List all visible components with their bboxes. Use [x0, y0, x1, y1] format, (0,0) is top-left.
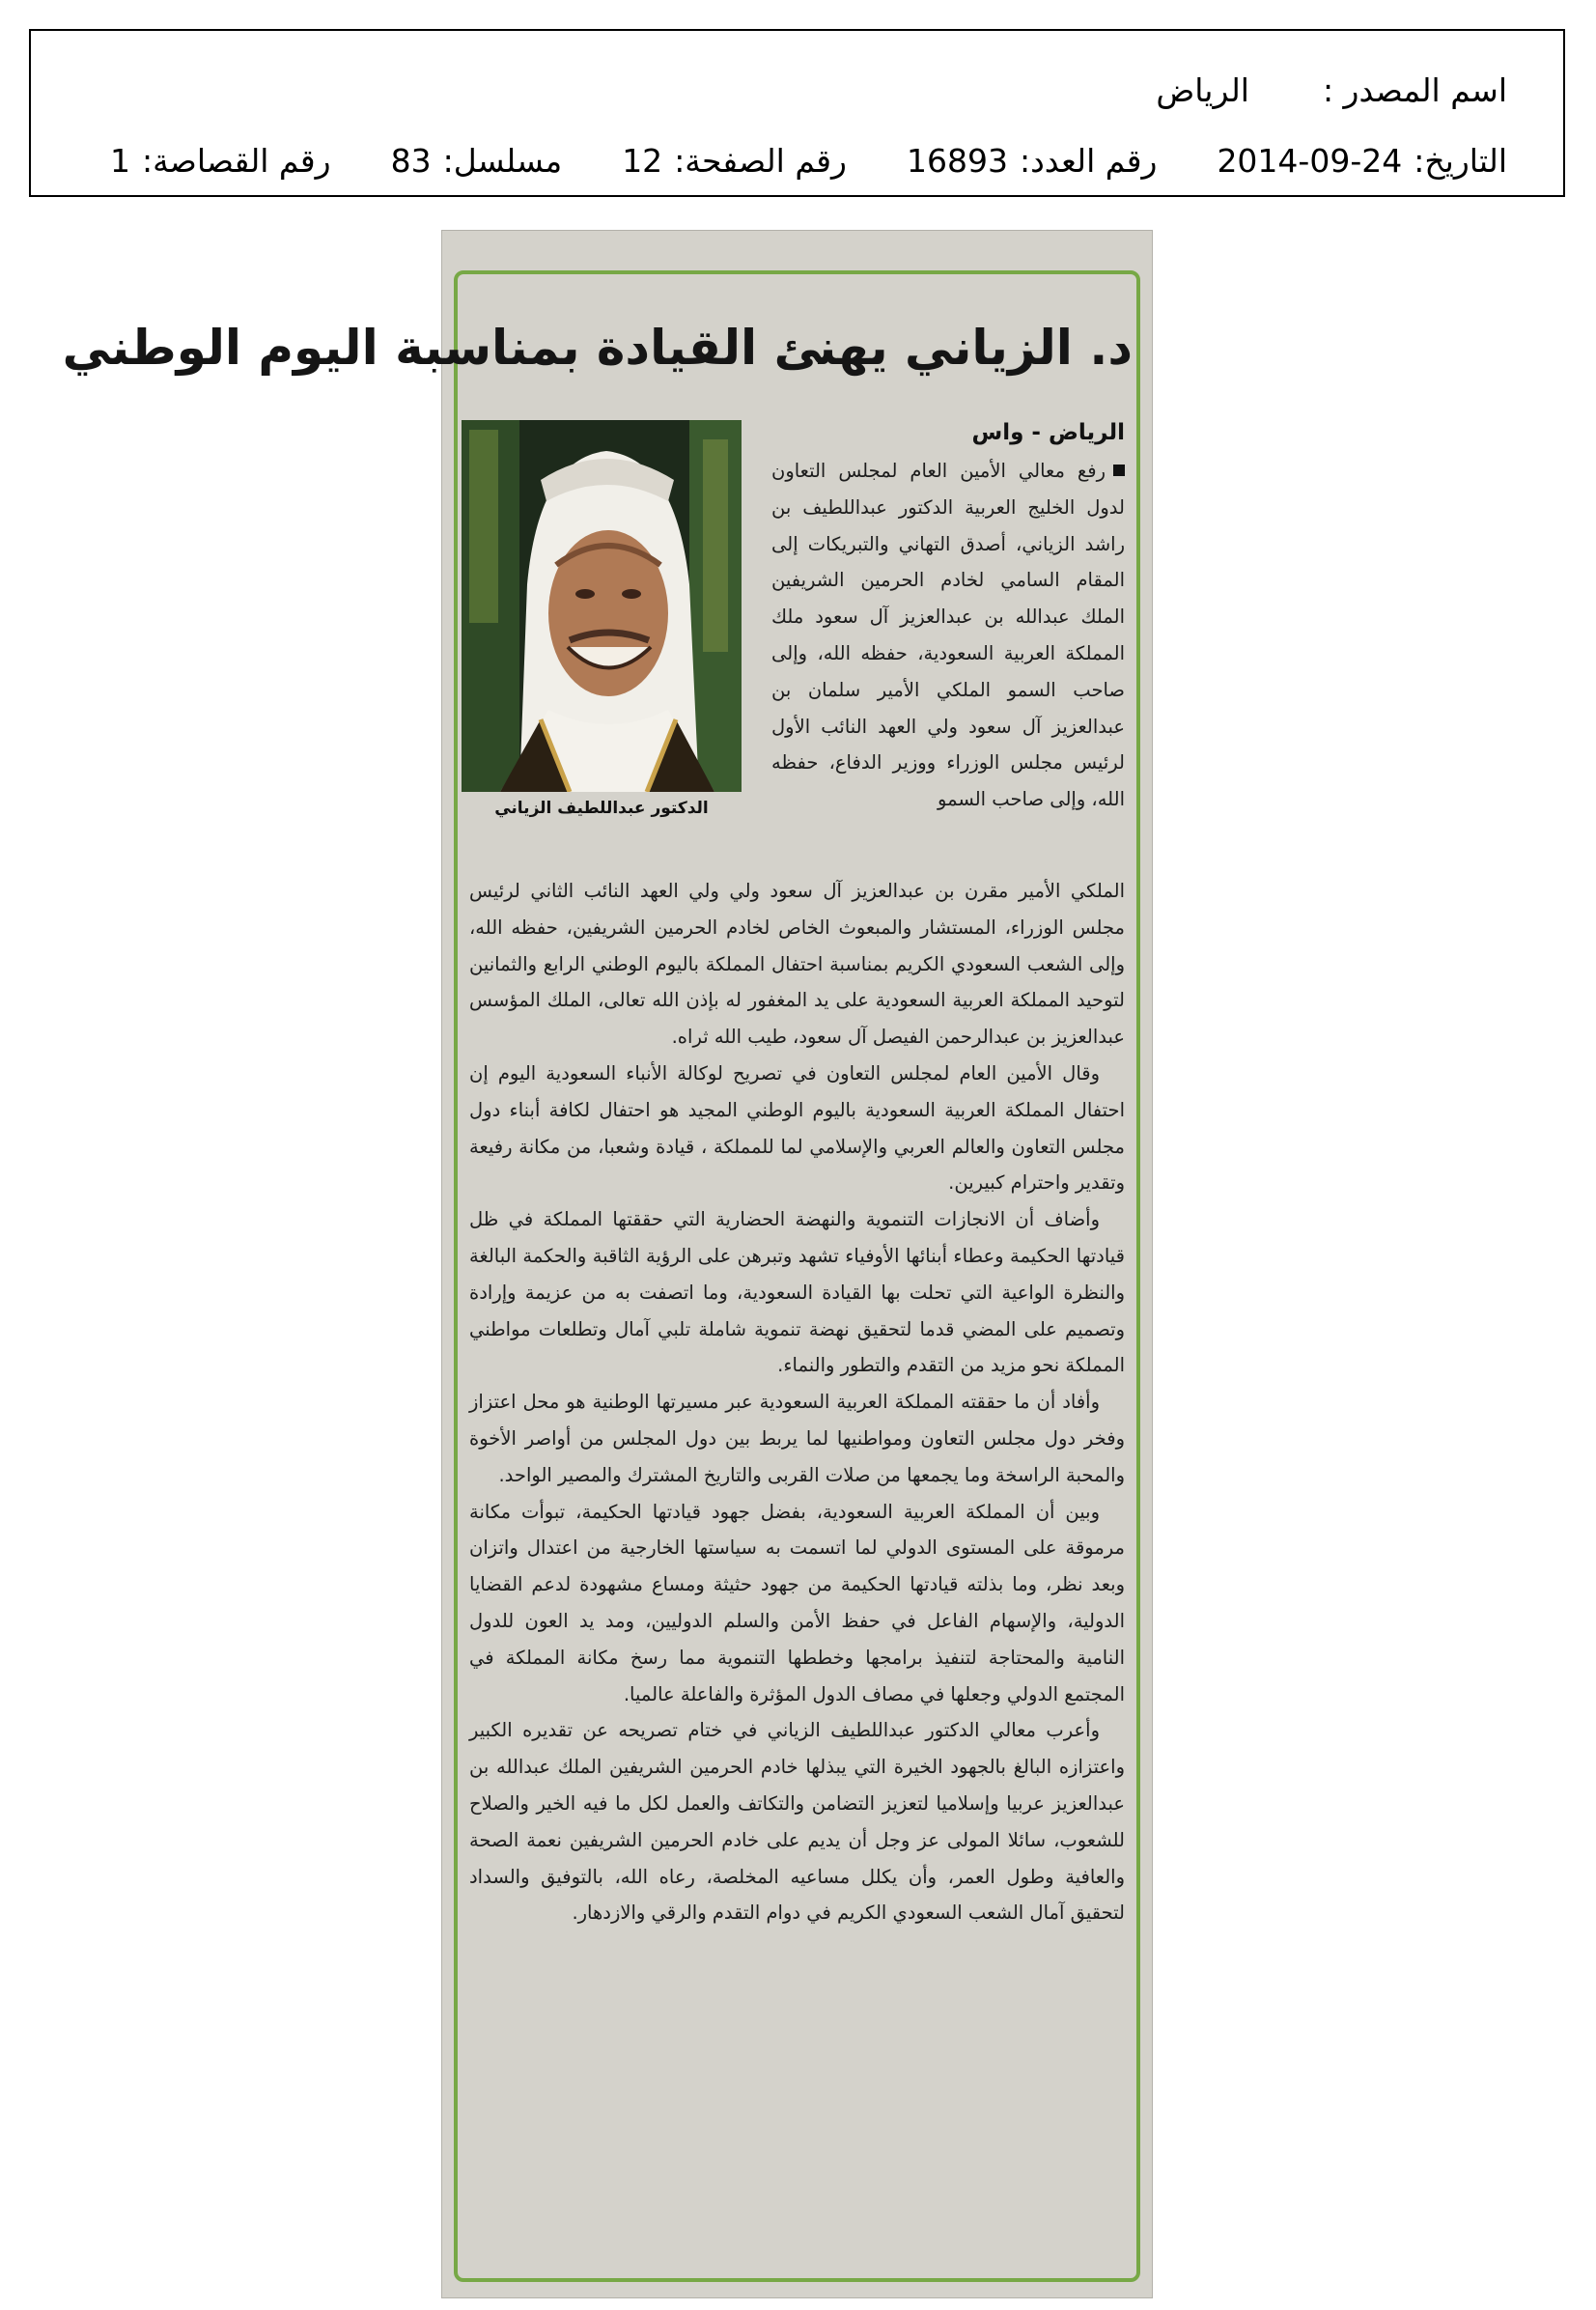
page-field	[622, 142, 847, 180]
article-paragraph: وقال الأمين العام لمجلس التعاون في تصريح لوكالة الأنباء السعودية اليوم إن احتفال المملكة العربية السعودية باليوم الوطني المجيد هو احتفال لكافة أبناء دول مجلس التعاون والعالم العربي والإسلامي لما للمملكة ، قيادة وشعبا، من مكانة رفيعة وتقدير واحترام كبيرين.	[469, 1061, 1125, 1195]
issue-field	[907, 142, 1157, 180]
clipping-info-box	[29, 29, 1565, 197]
article-headline: د. الزياني يهنئ القيادة بمناسبة اليوم الوطني	[62, 320, 1133, 376]
clip-number-value: 1	[110, 142, 130, 180]
date-value: 2014-09-24	[1217, 142, 1403, 180]
serial-value: 83	[390, 142, 432, 180]
source-value-field	[1156, 71, 1249, 109]
clip-number-field	[110, 142, 331, 180]
date-label: التاريخ:	[1414, 142, 1507, 180]
article-paragraph: وبين أن المملكة العربية السعودية، بفضل جهود قيادتها الحكيمة، تبوأت مكانة مرموقة على المستوى الدولي لما اتسمت به سياستها الخارجية من اعتدال واتزان وبعد نظر، وما بذلته قيادتها الحكيمة من جهود حثيثة ومساع مشهودة لدعم القضايا الدولية، والإسهام الفاعل في حفظ الأمن والسلم الدوليين، ومد يد العون للدول النامية والمحتاجة لتنفيذ برامجها وخططها التنموية مما رسخ مكانة المملكة في المجتمع الدولي وجعلها في مصاف الدول المؤثرة والفاعلة عالميا.	[469, 1500, 1125, 1705]
article-paragraph: الملكي الأمير مقرن بن عبدالعزيز آل سعود ولي ولي العهد النائب الثاني لرئيس مجلس الوزراء، المستشار والمبعوث الخاص لخادم الحرمين الشريفين، حفظه الله، وإلى الشعب السعودي الكريم بمناسبة احتفال المملكة باليوم الوطني الرابع والثمانين لتوحيد المملكة العربية السعودية على يد المغفور له بإذن الله تعالى، الملك المؤسس عبدالعزيز بن عبدالرحمن الفيصل آل سعود، طيب الله ثراه.	[469, 880, 1125, 1049]
page-value: 12	[622, 142, 663, 180]
article-paragraph: وأعرب معالي الدكتور عبداللطيف الزياني في ختام تصريحه عن تقديره الكبير واعتزازه البالغ بالجهود الخيرة التي يبذلها خادم الحرمين الشريفين الملك عبدالله بن عبدالعزيز عربيا وإسلاميا لتعزيز التضامن والتكاتف والعمل لكل ما فيه الخير والصلاح للشعوب، سائلا المولى عز وجل أن يديم على خادم الحرمين الشريفين نعمة الصحة والعافية وطول العمر، وأن يكلل مساعيه المخلصة، رعاه الله، بالتوفيق والسداد لتحقيق آمال الشعب السعودي الكريم في دوام التقدم والرقي والازدهار.	[469, 1719, 1125, 1925]
serial-field	[391, 142, 563, 180]
article-dateline: الرياض - واس	[971, 420, 1125, 445]
source-field	[1323, 71, 1507, 109]
serial-label: مسلسل:	[442, 142, 563, 180]
source-value: الرياض	[1156, 71, 1249, 109]
source-row	[1082, 71, 1507, 109]
portrait-image	[462, 420, 742, 792]
issue-label: رقم العدد:	[1019, 142, 1158, 180]
newspaper-clipping	[62, 230, 1153, 2298]
article-paragraph: وأفاد أن ما حققته المملكة العربية السعودية عبر مسيرتها الوطنية هو محل اعتزاز وفخر دول مجلس التعاون ومواطنيها لما يربط بين دول المجلس من أواصر الأخوة والمحبة الراسخة وما يجمعها من صلات القربى والتاريخ المشترك والمصير الواحد.	[469, 1391, 1125, 1486]
source-label: اسم المصدر :	[1322, 71, 1507, 109]
clip-number-label: رقم القصاصة:	[142, 142, 331, 180]
page-label: رقم الصفحة:	[674, 142, 847, 180]
article-lead	[771, 453, 1125, 818]
article-body	[469, 873, 1125, 1931]
square-bullet-icon	[1113, 465, 1125, 476]
issue-value: 16893	[907, 142, 1008, 180]
lead-text: رفع معالي الأمين العام لمجلس التعاون لدول الخليج العربية الدكتور عبداللطيف بن راشد الزياني، أصدق التهاني والتبريكات إلى المقام السامي لخادم الحرمين الشريفين الملك عبدالله بن عبدالعزيز آل سعود ملك المملكة العربية السعودية، حفظه الله، وإلى صاحب السمو الملكي الأمير سلمان بن عبدالعزيز آل سعود ولي العهد النائب الأول لرئيس مجلس الوزراء ووزير الدفاع، حفظه الله، وإلى صاحب السمو	[771, 460, 1125, 811]
article-paragraph: وأضاف أن الانجازات التنموية والنهضة الحضارية التي حققتها المملكة في ظل قيادتها الحكيمة وعطاء أبنائها الأوفياء تشهد وتبرهن على الرؤية الثاقبة والحكمة البالغة والنظرة الواعية التي تحلت بها القيادة السعودية، وما اتصفت به من عزيمة وإرادة وتصميم على المضي قدما لتحقيق نهضة تنموية شاملة تلبي آمال وتطلعات مواطني المملكة نحو مزيد من التقدم والتطور والنماء.	[469, 1208, 1125, 1377]
portrait-photo	[462, 420, 742, 792]
photo-caption: الدكتور عبداللطيف الزياني	[494, 799, 709, 818]
details-row	[50, 142, 1507, 180]
date-field	[1217, 142, 1507, 180]
